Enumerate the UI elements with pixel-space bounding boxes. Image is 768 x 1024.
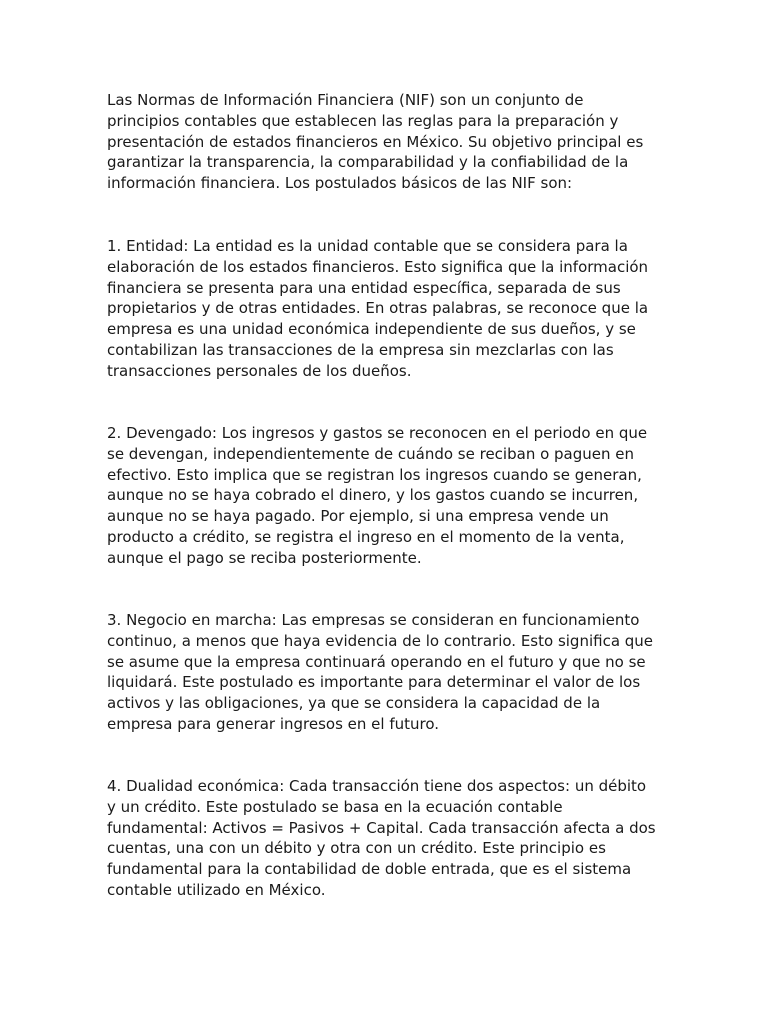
postulado-entidad-paragraph: 1. Entidad: La entidad es la unidad contable que se considera para la elaboración de los estados financieros. Esto significa que la información financiera se presenta para una entidad específica, separada de sus propietarios y de otras entidades. En otras palabras, se reconoce que la empresa es una unidad económica independiente de sus dueños, y se contabilizan las transacciones de la empresa sin mezclarlas con las transacciones personales de los dueños. [107,237,649,380]
intro-paragraph: Las Normas de Información Financiera (NIF) son un conjunto de principios contables que establecen las reglas para la preparación y presentación de estados financieros en México. Su objetivo principal es garantizar la transparencia, la comparabilidad y la confiabilidad de la información financiera. Los postulados básicos de las NIF son: [107,91,644,193]
postulado-dualidad-economica-paragraph: 4. Dualidad económica: Cada transacción tiene dos aspectos: un débito y un crédito. Este postulado se basa en la ecuación contable fundamental: Activos = Pasivos + Capital. Cada transacción afecta a dos cuentas, una con un débito y otra con un crédito. Este principio es fundamental para la contabilidad de doble entrada, que es el sistema contable utilizado en México. [107,777,656,899]
postulado-devengado-paragraph: 2. Devengado: Los ingresos y gastos se reconocen en el periodo en que se devengan, independientemente de cuándo se reciban o paguen en efectivo. Esto implica que se registran los ingresos cuando se generan, aunque no se haya cobrado el dinero, y los gastos cuando se incurren, aunque no se haya pagado. Por ejemplo, si una empresa vende un producto a crédito, se registra el ingreso en el momento de la venta, aunque el pago se reciba posteriormente. [107,424,648,567]
postulado-negocio-en-marcha-paragraph: 3. Negocio en marcha: Las empresas se consideran en funcionamiento continuo, a menos que haya evidencia de lo contrario. Esto significa que se asume que la empresa continuará operando en el futuro y que no se liquidará. Este postulado es importante para determinar el valor de los activos y las obligaciones, ya que se considera la capacidad de la empresa para generar ingresos en el futuro. [107,611,654,733]
